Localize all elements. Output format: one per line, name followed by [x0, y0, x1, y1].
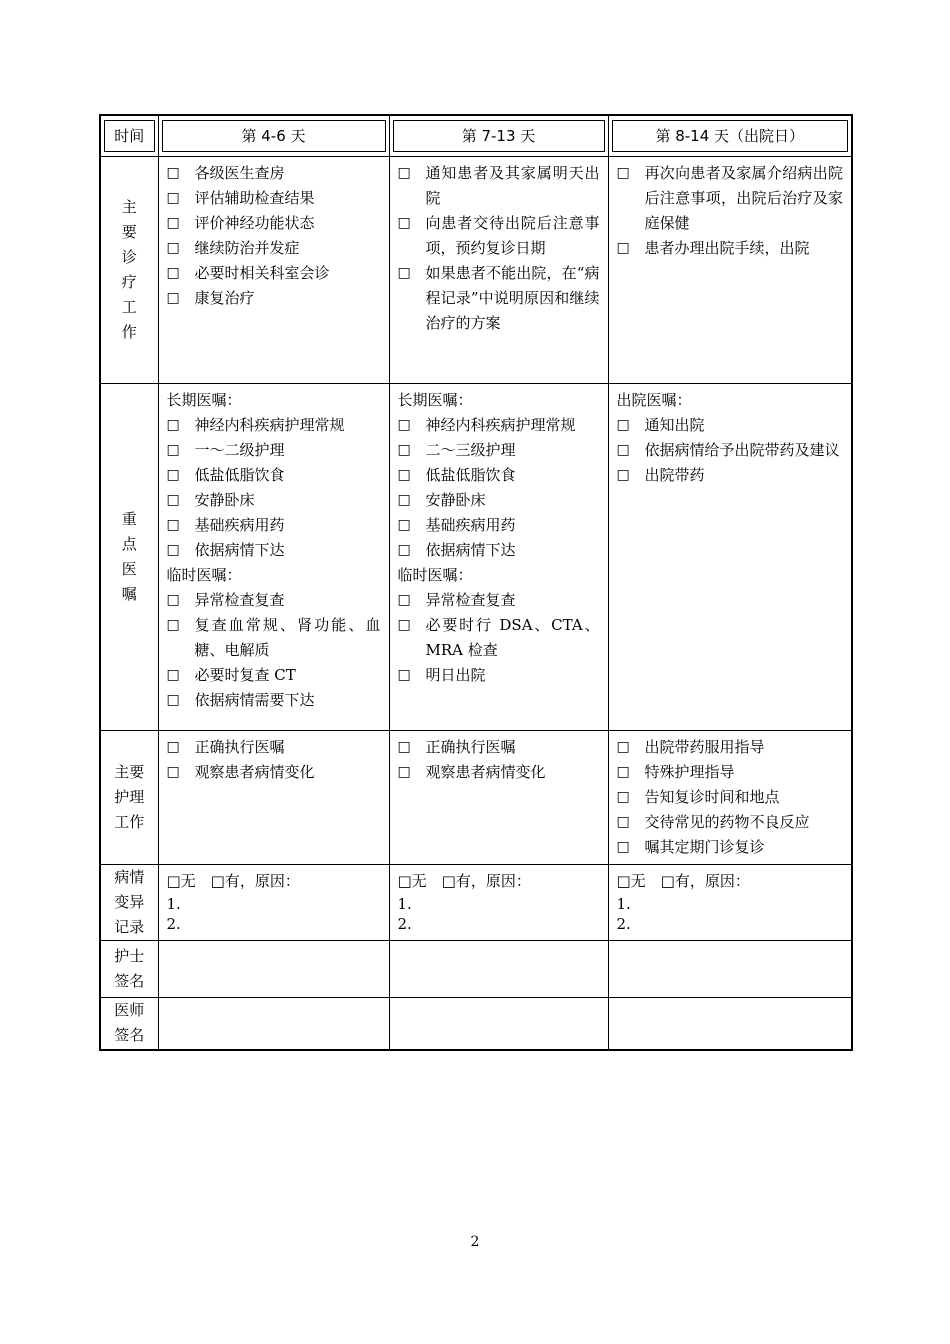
checkbox-icon[interactable]: □: [397, 739, 411, 755]
checklist-item: [617, 161, 844, 236]
long-orders-title: 长期医嘱：: [397, 391, 473, 409]
checklist-item: [167, 161, 381, 186]
checkbox-icon[interactable]: □: [397, 442, 411, 458]
checklist-item-label: 观察患者病情变化: [194, 763, 315, 781]
checklist-item: [167, 211, 381, 236]
checklist-item: [167, 538, 381, 563]
header-day3: 第 8-14 天（出院日）: [612, 120, 849, 152]
checklist-item-label: 评估辅助检查结果: [194, 189, 315, 207]
checkbox-icon[interactable]: □: [397, 417, 411, 433]
row-main-work: [100, 157, 852, 384]
checklist-item-label: 继续防治并发症: [194, 239, 300, 257]
orders-day2: [389, 384, 608, 731]
checklist-item: [398, 463, 600, 488]
checkbox-icon[interactable]: □: [616, 814, 630, 830]
checklist-item-label: 二～三级护理: [425, 441, 516, 459]
checklist-item-label: 神经内科疾病护理常规: [194, 416, 345, 434]
checkbox-icon[interactable]: □: [616, 165, 630, 181]
checklist-item-label: 必要时复查 CT: [194, 666, 296, 684]
checklist-item-label: 安静卧床: [194, 491, 255, 509]
checklist-item-label: 依据病情下达: [194, 541, 285, 559]
checklist-item-label: 复查血常规、肾功能、血糖、电解质: [194, 616, 381, 659]
checkbox-icon[interactable]: □: [166, 467, 180, 483]
variation-reason-1: 1.: [166, 895, 181, 913]
checkbox-icon[interactable]: □: [397, 617, 411, 633]
checklist-item: [398, 538, 600, 563]
checkbox-icon[interactable]: □: [166, 492, 180, 508]
checkbox-icon[interactable]: □: [616, 442, 630, 458]
checklist-item: [167, 286, 381, 311]
variation-day3: [608, 865, 852, 941]
checkbox-icon[interactable]: □: [166, 617, 180, 633]
temp-orders-title: 临时医嘱：: [166, 566, 242, 584]
checklist-item-label: 低盐低脂饮食: [194, 466, 285, 484]
checklist-item-label: 嘱其定期门诊复诊: [644, 838, 765, 856]
checkbox-icon[interactable]: □: [616, 417, 630, 433]
checklist-item-label: 交待常见的药物不良反应: [644, 813, 810, 831]
checklist-item: [398, 513, 600, 538]
checkbox-icon[interactable]: □: [397, 467, 411, 483]
checklist-item-label: 告知复诊时间和地点: [644, 788, 780, 806]
checklist-item-label: 依据病情给予出院带药及建议: [644, 441, 840, 459]
checkbox-icon[interactable]: □: [397, 764, 411, 780]
checklist-item: [167, 261, 381, 286]
checklist-item: [617, 835, 844, 860]
variation-day1: [158, 865, 389, 941]
checklist-item: [167, 236, 381, 261]
checklist-item-label: 基础疾病用药: [194, 516, 285, 534]
row-doctor-sign: [100, 998, 852, 1050]
variation-reason-1: 1.: [616, 895, 631, 913]
checklist-item: [167, 413, 381, 438]
checkbox-icon[interactable]: □: [166, 667, 180, 683]
row-variation: [100, 865, 852, 941]
checklist-item: [617, 438, 844, 463]
checklist-item-label: 通知出院: [644, 416, 705, 434]
checklist-item: [398, 438, 600, 463]
checklist-item: [167, 588, 381, 613]
variation-reason-2: 2.: [166, 915, 181, 933]
checklist-item-label: 神经内科疾病护理常规: [425, 416, 576, 434]
checklist-item: [398, 413, 600, 438]
checklist-item: [398, 588, 600, 613]
row-label-variation: 病情变异记录: [100, 865, 158, 941]
row-label-main-work: 主要诊疗工作: [100, 157, 158, 384]
checkbox-icon[interactable]: □: [397, 215, 411, 231]
variation-reason-2: 2.: [616, 915, 631, 933]
row-orders: [100, 384, 852, 731]
checkbox-icon[interactable]: □: [616, 739, 630, 755]
header-day2: 第 7-13 天: [393, 120, 605, 152]
variation-reason-1: 1.: [397, 895, 412, 913]
checklist-item: [617, 760, 844, 785]
variation-day2: [389, 865, 608, 941]
checkbox-icon[interactable]: □: [166, 417, 180, 433]
checklist-item: [167, 735, 381, 760]
header-row: [100, 115, 852, 157]
nursing-day1: [158, 731, 389, 865]
checklist-item: [167, 613, 381, 663]
checkbox-icon[interactable]: □: [166, 692, 180, 708]
header-time: 时间: [104, 120, 155, 152]
discharge-orders-title: 出院医嘱：: [616, 391, 692, 409]
page-number: 2: [470, 1234, 480, 1250]
header-day1-cell: [158, 115, 389, 157]
checkbox-icon[interactable]: □: [397, 592, 411, 608]
checklist-item-label: 正确执行医嘱: [425, 738, 516, 756]
checkbox-icon[interactable]: □: [616, 789, 630, 805]
checklist-item: [617, 413, 844, 438]
main-work-day1: [158, 157, 389, 384]
checkbox-icon[interactable]: □: [397, 265, 411, 281]
checklist-item-label: 正确执行医嘱: [194, 738, 285, 756]
checklist-item-label: 通知患者及其家属明天出院: [425, 164, 600, 207]
checklist-item: [167, 463, 381, 488]
orders-day1: [158, 384, 389, 731]
checklist-item-label: 必要时行 DSA、CTA、MRA 检查: [425, 616, 600, 659]
checklist-item-label: 患者办理出院手续，出院: [644, 239, 810, 257]
long-orders-title: 长期医嘱：: [166, 391, 242, 409]
checklist-item-label: 出院带药: [644, 466, 705, 484]
checklist-item: [398, 261, 600, 336]
checklist-item-label: 如果患者不能出院，在“病程记录”中说明原因和继续治疗的方案: [425, 264, 600, 332]
checkbox-icon[interactable]: □: [616, 764, 630, 780]
checkbox-icon[interactable]: □: [166, 739, 180, 755]
checklist-item: [167, 438, 381, 463]
variation-checkbox-line[interactable]: □无 □有，原因：: [397, 872, 531, 890]
checkbox-icon[interactable]: □: [166, 764, 180, 780]
checklist-item: [167, 760, 381, 785]
checkbox-icon[interactable]: □: [166, 542, 180, 558]
checklist-item-label: 异常检查复查: [194, 591, 285, 609]
checklist-item-label: 低盐低脂饮食: [425, 466, 516, 484]
checklist-item: [398, 735, 600, 760]
checkbox-icon[interactable]: □: [397, 165, 411, 181]
checklist-item: [167, 663, 381, 688]
checklist-item: [617, 810, 844, 835]
clinical-pathway-table: [99, 114, 853, 1051]
checklist-item: [398, 613, 600, 663]
main-work-day3: [608, 157, 852, 384]
checklist-item-label: 出院带药服用指导: [644, 738, 765, 756]
row-label-orders: 重点医嘱: [100, 384, 158, 731]
row-nursing: [100, 731, 852, 865]
checklist-item: [167, 488, 381, 513]
checklist-item-label: 康复治疗: [194, 289, 255, 307]
orders-day3: [608, 384, 852, 731]
variation-checkbox-line[interactable]: □无 □有，原因：: [166, 872, 300, 890]
row-label-nurse-sign: 护士签名: [100, 941, 158, 998]
checklist-item-label: 向患者交待出院后注意事项，预约复诊日期: [425, 214, 600, 257]
checklist-item: [398, 161, 600, 211]
checkbox-icon[interactable]: □: [166, 442, 180, 458]
header-day3-cell: [608, 115, 852, 157]
checkbox-icon[interactable]: □: [397, 542, 411, 558]
checklist-item: [617, 785, 844, 810]
nursing-day3: [608, 731, 852, 865]
checklist-item-label: 一～二级护理: [194, 441, 285, 459]
checklist-item: [398, 211, 600, 261]
doctor-sign-day3[interactable]: [608, 998, 852, 1050]
checklist-item-label: 特殊护理指导: [644, 763, 735, 781]
nurse-sign-day2[interactable]: [389, 941, 608, 998]
checklist-item-label: 异常检查复查: [425, 591, 516, 609]
checkbox-icon[interactable]: □: [397, 492, 411, 508]
row-label-nursing: 主要护理工作: [100, 731, 158, 865]
checkbox-icon[interactable]: □: [166, 517, 180, 533]
checklist-item-label: 依据病情下达: [425, 541, 516, 559]
checklist-item-label: 观察患者病情变化: [425, 763, 546, 781]
variation-reason-2: 2.: [397, 915, 412, 933]
temp-orders-title: 临时医嘱：: [397, 566, 473, 584]
checklist-item: [398, 760, 600, 785]
checklist-item: [617, 735, 844, 760]
checkbox-icon[interactable]: □: [166, 190, 180, 206]
checklist-item-label: 评价神经功能状态: [194, 214, 315, 232]
checkbox-icon[interactable]: □: [616, 240, 630, 256]
checklist-item: [167, 513, 381, 538]
checklist-item: [167, 186, 381, 211]
checkbox-icon[interactable]: □: [166, 290, 180, 306]
header-day2-cell: [389, 115, 608, 157]
doctor-sign-day1[interactable]: [158, 998, 389, 1050]
variation-checkbox-line[interactable]: □无 □有，原因：: [616, 872, 750, 890]
checklist-item-label: 基础疾病用药: [425, 516, 516, 534]
row-nurse-sign: [100, 941, 852, 998]
checkbox-icon[interactable]: □: [166, 215, 180, 231]
checkbox-icon[interactable]: □: [166, 592, 180, 608]
doctor-sign-day2[interactable]: [389, 998, 608, 1050]
checklist-item-label: 必要时相关科室会诊: [194, 264, 330, 282]
checkbox-icon[interactable]: □: [616, 467, 630, 483]
checklist-item-label: 依据病情需要下达: [194, 691, 315, 709]
checkbox-icon[interactable]: □: [166, 240, 180, 256]
header-time-cell: [100, 115, 158, 157]
nurse-sign-day1[interactable]: [158, 941, 389, 998]
nursing-day2: [389, 731, 608, 865]
checkbox-icon[interactable]: □: [397, 667, 411, 683]
checkbox-icon[interactable]: □: [397, 517, 411, 533]
checklist-item: [617, 463, 844, 488]
checkbox-icon[interactable]: □: [166, 165, 180, 181]
checkbox-icon[interactable]: □: [616, 839, 630, 855]
checklist-item-label: 安静卧床: [425, 491, 486, 509]
checklist-item-label: 各级医生查房: [194, 164, 285, 182]
header-day1: 第 4-6 天: [162, 120, 386, 152]
checklist-item: [617, 236, 844, 261]
checklist-item: [398, 488, 600, 513]
checklist-item: [167, 688, 381, 713]
row-label-doctor-sign: 医师签名: [100, 998, 158, 1050]
checkbox-icon[interactable]: □: [166, 265, 180, 281]
checklist-item: [398, 663, 600, 688]
checklist-item-label: 明日出院: [425, 666, 486, 684]
nurse-sign-day3[interactable]: [608, 941, 852, 998]
checklist-item-label: 再次向患者及家属介绍病出院后注意事项，出院后治疗及家庭保健: [644, 164, 843, 232]
main-work-day2: [389, 157, 608, 384]
